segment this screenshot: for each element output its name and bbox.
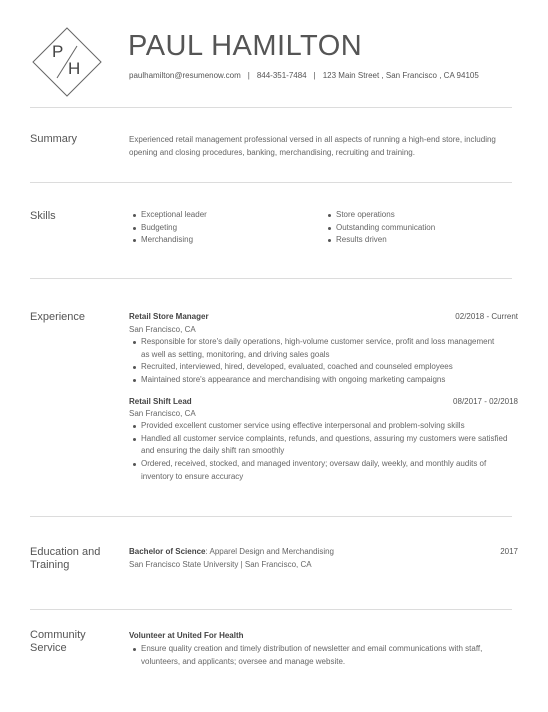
education-heading — [30, 546, 100, 572]
job-bullets — [129, 336, 499, 387]
experience-heading: Experience — [30, 311, 86, 323]
section-divider — [30, 609, 512, 610]
education-heading-line2: Training — [30, 559, 70, 571]
contact-separator: | — [313, 71, 316, 80]
job-bullets — [129, 420, 519, 484]
monogram-diamond — [31, 26, 103, 98]
community-heading — [30, 629, 86, 655]
skill-item: Budgeting — [129, 222, 309, 235]
contact-phone[interactable]: 844-351-7484 — [256, 71, 307, 80]
section-divider — [30, 107, 512, 108]
monogram-logo — [31, 26, 103, 98]
summary-text: Experienced retail management professional versed in all aspects of running a high-end store, including opening and closing procedures, banking, merchandising, recruiting and training. — [129, 135, 496, 157]
summary-heading: Summary — [30, 133, 78, 145]
school-line: San Francisco State University | San Francisco, CA — [129, 560, 312, 569]
job-location: San Francisco, CA — [129, 325, 196, 334]
job-title: Retail Store Manager — [129, 312, 209, 321]
education-year: 2017 — [500, 547, 518, 556]
job-title: Retail Shift Lead — [129, 397, 192, 406]
job-dates: 02/2018 - Current — [455, 312, 518, 321]
section-divider — [30, 516, 512, 517]
section-divider — [30, 278, 512, 279]
job-bullet: Handled all customer service complaints, refunds, and questions, assuring my customers were satisfied and ensuring the daily shift ran smoothly — [129, 433, 519, 458]
contact-email[interactable]: paulhamilton@resumenow.com — [129, 71, 241, 80]
skills-heading: Skills — [30, 210, 56, 222]
section-divider — [30, 182, 512, 183]
contact-line — [129, 71, 479, 80]
education-heading-line1: Education and — [30, 546, 101, 558]
job-bullet: Recruited, interviewed, hired, developed, evaluated, coached and counseled employees — [129, 361, 499, 374]
job-bullet: Ordered, received, stocked, and managed inventory; oversaw daily, weekly, and monthly audits of inventory to ensure accuracy — [129, 458, 519, 483]
volunteer-role: Volunteer at United For Health — [129, 631, 244, 640]
job-bullet: Responsible for store's daily operations, high-volume customer service, profit and loss management as well as setting, monitoring, and driving sales goals — [129, 336, 499, 361]
skill-item: Results driven — [324, 234, 504, 247]
skills-list-left — [129, 209, 309, 247]
job-bullet: Provided excellent customer service using effective interpersonal and problem-solving skills — [129, 420, 519, 433]
community-heading-line2: Service — [30, 642, 67, 654]
skills-list-right — [324, 209, 504, 247]
skill-item: Merchandising — [129, 234, 309, 247]
contact-address: 123 Main Street , San Francisco , CA 94105 — [322, 71, 479, 80]
monogram-letter-first: P — [52, 42, 64, 61]
candidate-name: PAUL HAMILTON — [128, 30, 363, 62]
monogram-letter-last: H — [68, 59, 81, 78]
community-bullets — [129, 643, 519, 668]
job-location: San Francisco, CA — [129, 409, 196, 418]
skill-item: Exceptional leader — [129, 209, 309, 222]
degree-field: : Apparel Design and Merchandising — [205, 547, 335, 556]
job-bullet: Maintained store's appearance and merchandising with ongoing marketing campaigns — [129, 374, 499, 387]
degree-name: Bachelor of Science — [129, 547, 206, 556]
skill-item: Outstanding communication — [324, 222, 504, 235]
skill-item: Store operations — [324, 209, 504, 222]
contact-separator: | — [247, 71, 250, 80]
degree-line — [129, 547, 334, 556]
community-heading-line1: Community — [30, 629, 86, 641]
community-bullet: Ensure quality creation and timely distribution of newsletter and email communications with staff, volunteers, and applicants; oversee and manage website. — [129, 643, 519, 668]
job-dates: 08/2017 - 02/2018 — [453, 397, 518, 406]
